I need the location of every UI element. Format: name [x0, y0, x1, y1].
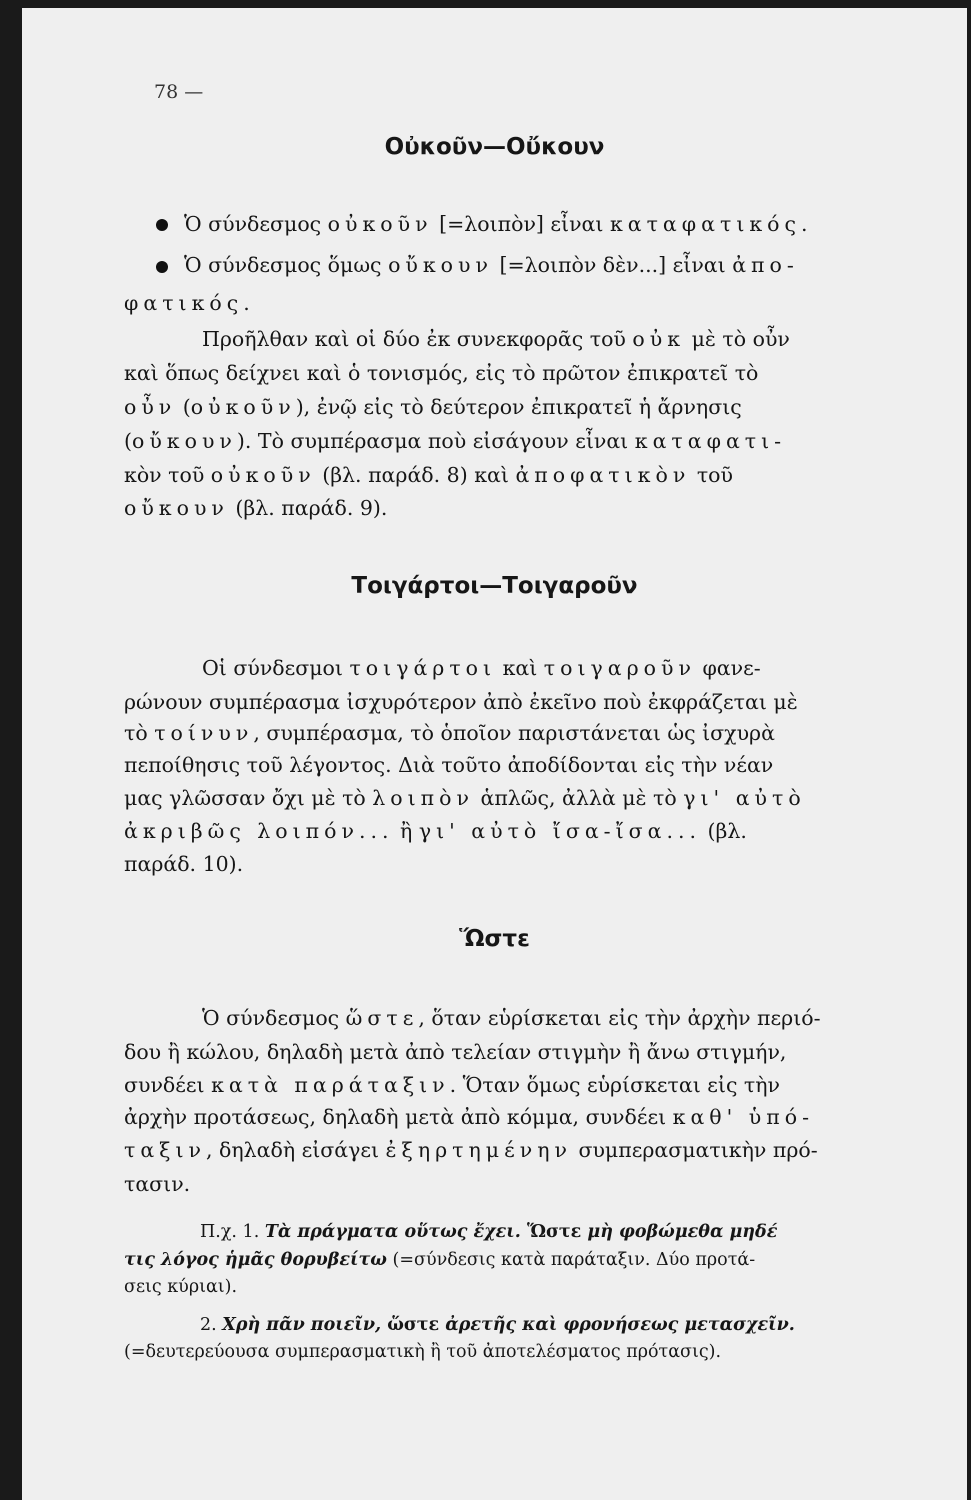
para3-line6: τασιν.: [124, 1172, 191, 1196]
bullet-icon: [156, 219, 168, 231]
example1-line3: σεις κύριαι).: [124, 1277, 238, 1297]
para3-line1: Ὁ σύνδεσμος ὥστε, ὅταν εὑρίσκεται εἰς τὴν ἀρχὴν περιό-: [202, 1006, 821, 1030]
para2-line4: πεποίθησις τοῦ λέγοντος. Διὰ τοῦτο ἀποδίδονται εἰς τὴν νέαν: [124, 753, 774, 777]
para1-line1: Προῆλθαν καὶ οἱ δύο ἐκ συνεκφορᾶς τοῦ οὐκ μὲ τὸ οὖν: [202, 327, 790, 351]
section-heading-toigartoi: Τοιγάρτοι—Τοιγαροῦν: [351, 573, 638, 599]
example1-line2: τις λόγος ἡμᾶς θορυβείτω (=σύνδεσις κατὰ παράταξιν. Δύο προτά-: [124, 1250, 756, 1270]
para1-line6: οὔκουν (βλ. παράδ. 9).: [124, 496, 388, 520]
para1-line3: οὖν (οὐκοῦν), ἐνῷ εἰς τὸ δεύτερον ἐπικρατεῖ ἡ ἄρνησις: [124, 395, 742, 419]
bullet-line-2: Ὁ σύνδεσμος ὅμως οὔκουν [=λοιπὸν δὲν...] εἶναι ἀπο-: [184, 253, 799, 277]
para2-line2: ρώνουν συμπέρασμα ἰσχυρότερον ἀπὸ ἐκεῖνο ποὺ ἐκφράζεται μὲ: [124, 690, 798, 714]
book-page: [22, 8, 967, 1500]
section-heading-oste: Ὥστε: [459, 926, 530, 952]
bullet-line-2-cont: φατικός.: [124, 291, 255, 315]
section-heading-oukoun: Οὐκοῦν—Οὔκουν: [384, 134, 605, 160]
para2-line5: μας γλῶσσαν ὄχι μὲ τὸ λοιπὸν ἁπλῶς, ἀλλὰ μὲ τὸ γι' αὐτὸ: [124, 786, 806, 810]
para2-line6: ἀκριβῶς λοιπόν... ἢ γι' αὐτὸ ἴσα-ἴσα... (βλ.: [124, 819, 747, 843]
example2-line1: 2. Χρὴ πᾶν ποιεῖν, ὥστε ἀρετῆς καὶ φρονήσεως μετασχεῖν.: [200, 1315, 795, 1335]
para1-line5: κὸν τοῦ οὐκοῦν (βλ. παράδ. 8) καὶ ἀποφατικὸν τοῦ: [124, 463, 733, 487]
para3-line5: ταξιν, δηλαδὴ εἰσάγει ἐξηρτημένην συμπερασματικὴν πρό-: [124, 1138, 818, 1162]
page-number: 78 —: [154, 81, 204, 103]
para1-line4: (οὔκουν). Τὸ συμπέρασμα ποὺ εἰσάγουν εἶναι καταφατι-: [124, 429, 787, 453]
example1-line1: Π.χ. 1. Τὰ πράγματα οὕτως ἔχει. Ὥστε μὴ φοβώμεθα μηδέ: [200, 1222, 778, 1242]
para3-line4: ἀρχὴν προτάσεως, δηλαδὴ μετὰ ἀπὸ κόμμα, συνδέει καθ' ὑπό-: [124, 1105, 814, 1129]
para1-line2: καὶ ὅπως δείχνει καὶ ὁ τονισμός, εἰς τὸ πρῶτον ἐπικρατεῖ τὸ: [124, 361, 759, 385]
para3-line2: δου ἢ κώλου, δηλαδὴ μετὰ ἀπὸ τελείαν στιγμὴν ἢ ἄνω στιγμήν,: [124, 1040, 787, 1064]
bullet-line-1: Ὁ σύνδεσμος οὐκοῦν [=λοιπὸν] εἶναι καταφατικός.: [184, 212, 813, 236]
para3-line3: συνδέει κατὰ παράταξιν. Ὅταν ὅμως εὑρίσκεται εἰς τὴν: [124, 1073, 781, 1097]
para2-line7: παράδ. 10).: [124, 852, 244, 876]
para2-line3: τὸ τοίνυν, συμπέρασμα, τὸ ὁποῖον παριστάνεται ὡς ἰσχυρὰ: [124, 721, 775, 745]
example2-line2: (=δευτερεύουσα συμπερασματικὴ ἢ τοῦ ἀποτελέσματος πρότασις).: [124, 1342, 722, 1362]
bullet-icon: [156, 261, 168, 273]
para2-line1: Οἱ σύνδεσμοι τοιγάρτοι καὶ τοιγαροῦν φανε-: [202, 656, 761, 680]
